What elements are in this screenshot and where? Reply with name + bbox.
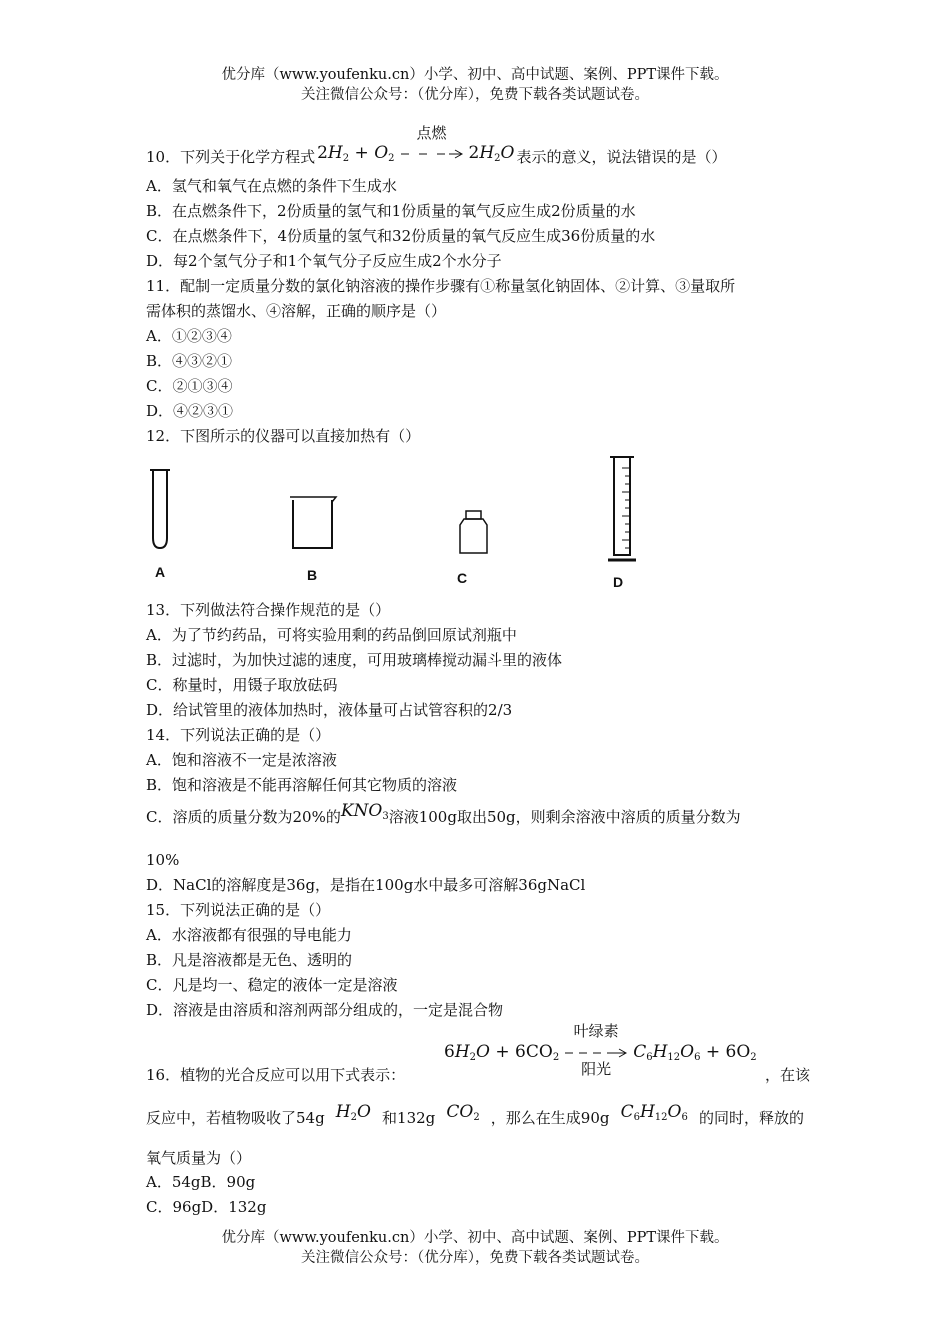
arrow-icon: [563, 1047, 629, 1059]
eq-coef: 6: [725, 1042, 737, 1062]
header-line-2: 关注微信公众号：（优分库），免费下载各类试题试卷。: [301, 87, 649, 103]
eq-symbol: O: [476, 1042, 490, 1062]
eq-plus: +: [705, 1042, 721, 1062]
q14-option-a: A．饱和溶液不一定是浓溶液: [146, 751, 337, 769]
q16-options-cd: C．96gD．132g: [146, 1198, 267, 1216]
reagent-bottle-icon: [460, 511, 487, 553]
q14-option-c: [146, 801, 804, 833]
eq-symbol: O: [680, 1042, 695, 1062]
q15-option-b: B．凡是溶液都是无色、透明的: [146, 951, 353, 969]
eq-symbol: O: [374, 143, 389, 163]
q15-option-a: A．水溶液都有很强的导电能力: [146, 926, 352, 944]
footer-line-2: 关注微信公众号：（优分库），免费下载各类试题试卷。: [301, 1250, 649, 1266]
formula-sub: 2: [350, 1112, 357, 1123]
eq-coef: 6: [444, 1042, 455, 1062]
q16-line-2: [146, 1102, 804, 1134]
q10-stem: [146, 124, 727, 173]
q16-line-3: 氧气质量为（）: [146, 1149, 252, 1167]
eq-sub: 12: [667, 1052, 681, 1063]
footer-line-1: 优分库（www.youfenku.cn）小学、初中、高中试题、案例、PPT课件下载。: [221, 1230, 729, 1246]
formula-symbol: O: [357, 1102, 371, 1122]
formula-sub: 6: [681, 1112, 688, 1123]
figure-label-b: B: [307, 567, 318, 583]
eq-coef: 2: [468, 143, 480, 163]
formula-sub: 2: [473, 1112, 480, 1123]
reaction-arrow: [399, 124, 465, 163]
eq-symbol: C: [633, 1042, 647, 1062]
eq-symbol: O: [500, 143, 515, 163]
formula-sub: 12: [654, 1112, 668, 1123]
eq-sub: 2: [342, 153, 350, 164]
q10-option-d: D．每2个氢气分子和1个氧气分子反应生成2个水分子: [146, 252, 502, 270]
eq-sub: 2: [388, 153, 395, 164]
q16-l2-a: 反应中，若植物吸收了54g: [146, 1109, 325, 1127]
kno3-formula: [341, 801, 389, 821]
eq-sub: 2: [494, 153, 501, 164]
figure-label-d: D: [613, 574, 624, 590]
formula-symbol: CO: [446, 1102, 474, 1122]
q16-options-ab: A．54gB．90g: [146, 1173, 256, 1191]
eq-coef: 6: [515, 1042, 526, 1062]
q11-stem-line-1: 11．配制一定质量分数的氯化钠溶液的操作步骤有①称量氢化钠固体、②计算、③量取所: [146, 277, 736, 295]
formula-symbol: KNO: [340, 801, 383, 821]
eq-symbol: CO: [525, 1042, 553, 1062]
test-tube-icon: [150, 470, 170, 548]
q16-l2-c: ，那么在生成90g: [490, 1109, 610, 1127]
eq-sub: 2: [469, 1052, 477, 1063]
formula-sub: 6: [633, 1112, 640, 1123]
q10-stem-b: 表示的意义，说法错误的是（）: [516, 148, 727, 166]
formula-symbol: C: [620, 1102, 634, 1122]
eq-coef: 2: [317, 143, 328, 163]
eq-symbol: H: [652, 1042, 668, 1062]
q10-option-b: B．在点燃条件下，2份质量的氢气和1份质量的氧气反应生成2份质量的水: [146, 202, 636, 220]
eq-sub: 6: [694, 1052, 701, 1063]
reaction-condition-top: 叶绿素: [573, 1022, 619, 1040]
header-line-1: 优分库（www.youfenku.cn）小学、初中、高中试题、案例、PPT课件下载。: [221, 67, 729, 83]
beaker-icon: [290, 497, 336, 548]
eq-plus: +: [354, 143, 369, 163]
q14-option-d: D．NaCl的溶解度是36g，是指在100g水中最多可溶解36gNaCl: [146, 876, 586, 894]
h2o-formula: [336, 1102, 371, 1128]
q14-c-suffix: 溶液100g取出50g，则剩余溶液中溶质的质量分数为: [388, 808, 741, 826]
co2-formula: [446, 1102, 479, 1128]
q15-option-d: D．溶液是由溶质和溶剂两部分组成的，一定是混合物: [146, 1001, 504, 1019]
q14-option-c-text: [146, 801, 741, 833]
q13-option-d: D．给试管里的液体加热时，液体量可占试管容积的2/3: [146, 701, 513, 719]
figure-label-a: A: [155, 564, 166, 580]
eq-sub: 2: [750, 1052, 757, 1063]
reaction-arrow: [563, 1022, 629, 1078]
q12-stem: 12．下图所示的仪器可以直接加热有（）: [146, 427, 421, 445]
q14-option-b: B．饱和溶液是不能再溶解任何其它物质的溶液: [146, 776, 458, 794]
q14-c-prefix: C．溶质的质量分数为20%的: [146, 808, 341, 826]
q16-stem-b: ，在该: [765, 1066, 811, 1084]
formula-symbol: H: [335, 1102, 351, 1122]
q13-stem: 13．下列做法符合操作规范的是（）: [146, 601, 391, 619]
q11-option-a: A．①②③④: [146, 327, 232, 345]
q13-option-b: B．过滤时，为加快过滤的速度，可用玻璃棒搅动漏斗里的液体: [146, 651, 563, 669]
eq-symbol: H: [454, 1042, 470, 1062]
q15-stem: 15．下列说法正确的是（）: [146, 901, 331, 919]
q16-l2-b: 和132g: [382, 1109, 436, 1127]
reaction-condition: 点燃: [416, 124, 447, 142]
q14-option-c-continued: 10%: [146, 851, 180, 869]
formula-sub: 3: [382, 811, 389, 822]
formula-symbol: O: [667, 1102, 682, 1122]
eq-symbol: H: [327, 143, 343, 163]
figure-label-c: C: [457, 570, 468, 586]
q16-l2-d: 的同时，释放的: [698, 1109, 804, 1127]
reaction-condition-bottom: 阳光: [581, 1060, 612, 1078]
q13-option-c: C．称量时，用镊子取放砝码: [146, 676, 338, 694]
graduated-cylinder-icon: [608, 457, 636, 560]
q16-stem-a: 16．植物的光合反应可以用下式表示：: [146, 1066, 406, 1084]
eq-plus: +: [495, 1042, 510, 1062]
formula-symbol: H: [639, 1102, 655, 1122]
q16-equation: [444, 1022, 757, 1078]
q11-stem-line-2: 需体积的蒸馏水、④溶解，正确的顺序是（）: [146, 302, 447, 320]
eq-symbol: H: [479, 143, 495, 163]
q10-equation: [317, 124, 515, 169]
q11-option-c: C．②①③④: [146, 377, 233, 395]
q10-stem-a: 10．下列关于化学方程式: [146, 148, 316, 166]
q11-option-b: B．④③②①: [146, 352, 233, 370]
arrow-icon: [399, 148, 465, 160]
q13-option-a: A．为了节约药品，可将实验用剩的药品倒回原试剂瓶中: [146, 626, 517, 644]
eq-symbol: O: [736, 1042, 751, 1062]
eq-sub: 2: [552, 1052, 560, 1063]
glucose-formula: [621, 1102, 688, 1128]
q15-option-c: C．凡是均一、稳定的液体一定是溶液: [146, 976, 398, 994]
q11-option-d: D．④②③①: [146, 402, 234, 420]
q12-figure: [140, 450, 660, 595]
q10-option-c: C．在点燃条件下，4份质量的氢气和32份质量的氧气反应生成36份质量的水: [146, 227, 656, 245]
q14-stem: 14．下列说法正确的是（）: [146, 726, 331, 744]
q10-option-a: A．氢气和氧气在点燃的条件下生成水: [146, 177, 397, 195]
eq-sub: 6: [646, 1052, 653, 1063]
